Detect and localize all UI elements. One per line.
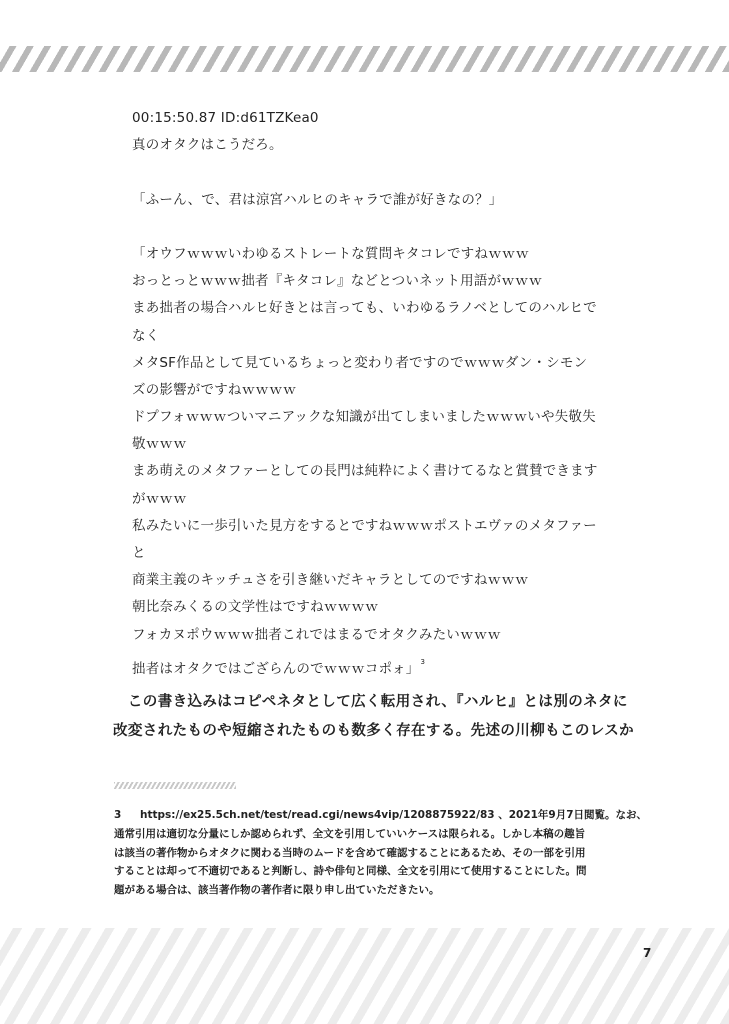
footnote-line: することは却って不適切であると判断し、詩や俳句と同様、全文を引用にて使用することにした。問 xyxy=(114,865,587,878)
footnote-line xyxy=(114,806,654,825)
quote-line: がｗｗｗ xyxy=(132,490,187,507)
quote-line: 「ふーん、で、君は涼宮ハルヒのキャラで誰が好きなの？」 xyxy=(132,191,503,208)
quote-line: フォカヌポウｗｗｗ拙者これではまるでオタクみたいｗｗｗ xyxy=(132,626,502,643)
footnote-reference[interactable]: 3 xyxy=(420,657,426,666)
quote-last-line xyxy=(132,649,652,676)
footnote-url-line[interactable]: https://ex25.5ch.net/test/read.cgi/news4vip/1208875922/83 、2021年9月7日閲覧。なお、 xyxy=(140,809,648,821)
quote-line: 商業主義のキッチュさを引き継いだキャラとしてのですねｗｗｗ xyxy=(132,572,529,589)
quote-line: まあ萌えのメタファーとしての長門は純粋によく書けてるなと賞賛できます xyxy=(132,463,598,480)
quote-line: まあ拙者の場合ハルヒ好きとは言っても、いわゆるラノベとしてのハルヒで xyxy=(132,300,597,317)
page-number: 7 xyxy=(643,946,652,960)
footnote-divider xyxy=(114,782,236,789)
quote-line-text: 拙者はオタクではござらんのでｗｗｗコポォ」 xyxy=(132,660,420,677)
body-paragraph xyxy=(113,688,653,746)
quote-line: と xyxy=(132,545,146,561)
quote-line: メタSF作品として見ているちょっと変わり者ですのでｗｗｗダン・シモン xyxy=(132,354,588,371)
footer-stripe-decoration xyxy=(0,928,729,1024)
footnote xyxy=(114,806,654,900)
quote-line: 「オウフｗｗｗいわゆるストレートな質問キタコレですねｗｗｗ xyxy=(132,245,530,262)
quote-line: ドプフォｗｗｗついマニアックな知識が出てしまいましたｗｗｗいや失敬失 xyxy=(132,409,596,426)
quote-line: 00:15:50.87 ID:d61TZKea0 xyxy=(132,110,319,126)
footnote-number: 3 xyxy=(114,809,122,821)
quote-line xyxy=(132,159,652,186)
quote-line: 敬ｗｗｗ xyxy=(132,436,187,453)
header-stripe-decoration xyxy=(0,46,729,72)
footnote-line: は該当の著作物からオタクに関わる当時のムードを含めて確認することにあるため、その一部を引用 xyxy=(114,846,586,859)
footnote-line: 通常引用は適切な分量にしか認められず、全文を引用していいケースは限られる。しかし本稿の趣旨 xyxy=(114,827,586,840)
quote-line: 朝比奈みくるの文学性はですねｗｗｗｗ xyxy=(132,599,379,616)
body-line: この書き込みはコピペネタとして広く転用され、『ハルヒ』とは別のネタに xyxy=(113,694,628,710)
quote-line: 真のオタクはこうだろ。 xyxy=(132,137,283,154)
quote-line: おっとっとｗｗｗ拙者『キタコレ』などとついネット用語がｗｗｗ xyxy=(132,273,543,290)
footnote-line: 題がある場合は、該当著作物の著作者に限り申し出ていただきたい。 xyxy=(114,884,440,897)
quote-line xyxy=(132,214,652,241)
quoted-post xyxy=(132,105,652,676)
quote-line: 私みたいに一歩引いた見方をするとですねｗｗｗポストエヴァのメタファー xyxy=(132,517,597,534)
quote-line: ズの影響がですねｗｗｗｗ xyxy=(132,381,297,398)
body-line: 改変されたものや短縮されたものも数多く存在する。先述の川柳もこのレスか xyxy=(113,723,635,739)
quote-line: なく xyxy=(132,327,160,344)
